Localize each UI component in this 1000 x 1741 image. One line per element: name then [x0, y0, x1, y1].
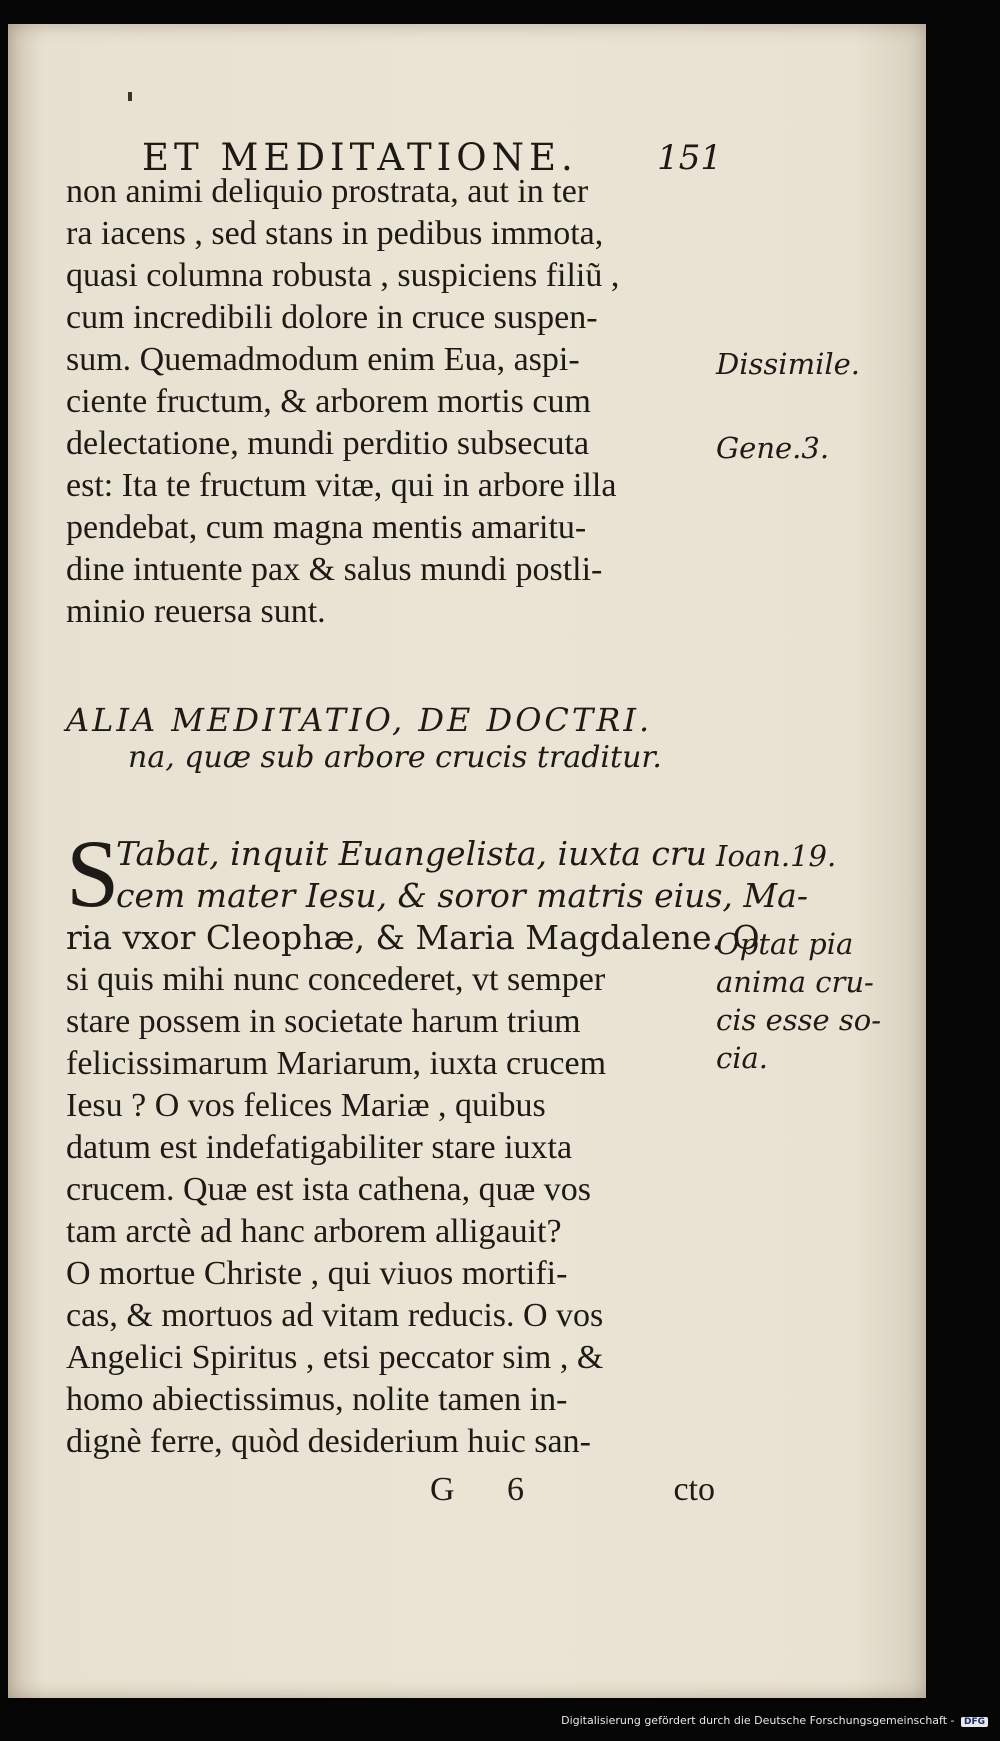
book-page	[8, 24, 926, 1698]
text-line: cem mater Iesu, & soror matris eius, Ma-	[116, 876, 808, 915]
text-line: datum est indefatigabiliter stare iuxta	[66, 1129, 573, 1166]
section-heading-continued: na, quæ sub arbore crucis traditur.	[128, 740, 662, 775]
page-footer	[408, 1471, 728, 1515]
text-line: Angelici Spiritus , etsi peccator sim , &	[66, 1339, 604, 1376]
text-line: sum. Quemadmodum enim Eua, aspi-	[66, 341, 580, 378]
text-line: ra iacens , sed stans in pedibus immota,	[66, 215, 604, 252]
margin-note: anima cru-	[716, 965, 874, 999]
signature-mark: G 6	[430, 1471, 547, 1508]
text-line: quasi columna robusta , suspiciens filiũ ,	[66, 257, 620, 294]
digitization-credit	[561, 1714, 988, 1727]
text-line: pendebat, cum magna mentis amaritu-	[66, 509, 587, 546]
text-line: O mortue Christe , qui viuos mortifi-	[66, 1255, 568, 1292]
text-line: non animi deliquio prostrata, aut in ter	[66, 173, 589, 210]
text-line: crucem. Quæ est ista cathena, quæ vos	[66, 1171, 591, 1208]
text-line: ria vxor Cleophæ, & Maria Magdalene. O	[66, 918, 760, 957]
margin-note: Gene.3.	[716, 431, 830, 465]
text-line: dignè ferre, quòd desiderium huic san-	[66, 1423, 591, 1460]
text-line: minio reuersa sunt.	[66, 593, 326, 630]
text-line: felicissimarum Mariarum, iuxta crucem	[66, 1045, 607, 1082]
running-title: ET MEDITATIONE.	[142, 136, 578, 179]
text-line: cas, & mortuos ad vitam reducis. O vos	[66, 1297, 604, 1334]
text-line: Iesu ? O vos felices Mariæ , quibus	[66, 1087, 546, 1124]
margin-note: cis esse so-	[716, 1003, 882, 1037]
text-line: est: Ita te fructum vitæ, qui in arbore illa	[66, 467, 617, 504]
text-line: delectatione, mundi perditio subsecuta	[66, 425, 590, 462]
text-line: ciente fructum, & arborem mortis cum	[66, 383, 591, 420]
text-line: tam arctè ad hanc arborem alligauit?	[66, 1213, 562, 1250]
ink-mark	[128, 92, 132, 101]
section-heading: ALIA MEDITATIO, DE DOCTRI.	[66, 701, 653, 739]
credit-text: Digitalisierung gefördert durch die Deutsche Forschungsgemeinschaft -	[561, 1714, 955, 1727]
margin-note: Ioan.19.	[716, 839, 837, 873]
text-line: stare possem in societate harum trium	[66, 1003, 581, 1040]
dfg-logo: DFG	[961, 1717, 988, 1727]
drop-cap: S	[66, 820, 120, 927]
text-line: homo abiectissimus, nolite tamen in-	[66, 1381, 568, 1418]
text-line: Tabat, inquit Euangelista, iuxta cru	[116, 834, 707, 873]
text-line: cum incredibili dolore in cruce suspen-	[66, 299, 598, 336]
text-line: dine intuente pax & salus mundi postli-	[66, 551, 603, 588]
margin-note: cia.	[716, 1041, 769, 1075]
page-number: 151	[657, 138, 722, 178]
catchword: cto	[673, 1471, 715, 1508]
margin-note: Dissimile.	[716, 347, 860, 381]
text-line: si quis mihi nunc concederet, vt semper	[66, 961, 606, 998]
margin-note: Optat pia	[716, 927, 854, 961]
